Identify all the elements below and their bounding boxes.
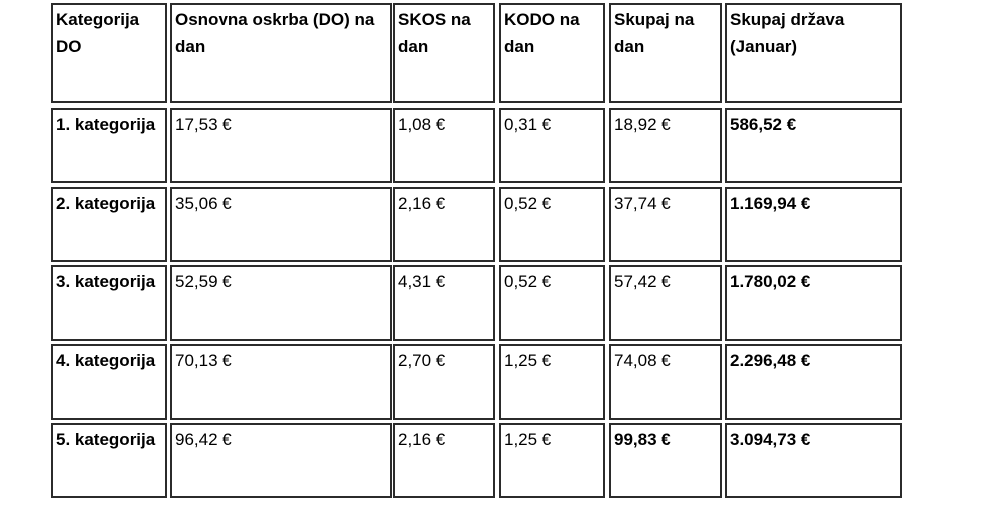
cell-monthly-total: 586,52 €	[725, 108, 902, 183]
cell-basic-care: 70,13 €	[170, 344, 392, 420]
cell-daily-total: 37,74 €	[609, 187, 722, 262]
cell-monthly-total: 1.780,02 €	[725, 265, 902, 341]
cell-category: 2. kategorija	[51, 187, 167, 262]
cell-kodo: 1,25 €	[499, 423, 605, 498]
cell-daily-total: 18,92 €	[609, 108, 722, 183]
cell-skos: 2,16 €	[393, 423, 495, 498]
cell-kodo: 0,52 €	[499, 187, 605, 262]
cell-skos: 2,70 €	[393, 344, 495, 420]
header-monthly-total: Skupaj država (Januar)	[725, 3, 902, 103]
cell-daily-total: 57,42 €	[609, 265, 722, 341]
cell-daily-total: 74,08 €	[609, 344, 722, 420]
cell-category: 4. kategorija	[51, 344, 167, 420]
cell-category: 1. kategorija	[51, 108, 167, 183]
header-daily-total: Skupaj na dan	[609, 3, 722, 103]
cell-category: 5. kategorija	[51, 423, 167, 498]
cell-basic-care: 52,59 €	[170, 265, 392, 341]
cell-skos: 4,31 €	[393, 265, 495, 341]
cell-basic-care: 35,06 €	[170, 187, 392, 262]
cell-skos: 2,16 €	[393, 187, 495, 262]
cell-daily-total: 99,83 €	[609, 423, 722, 498]
header-category: Kategorija DO	[51, 3, 167, 103]
cell-monthly-total: 1.169,94 €	[725, 187, 902, 262]
cell-basic-care: 17,53 €	[170, 108, 392, 183]
cell-monthly-total: 2.296,48 €	[725, 344, 902, 420]
header-skos: SKOS na dan	[393, 3, 495, 103]
cell-monthly-total: 3.094,73 €	[725, 423, 902, 498]
header-kodo: KODO na dan	[499, 3, 605, 103]
header-basic-care: Osnovna oskrba (DO) na dan	[170, 3, 392, 103]
cell-basic-care: 96,42 €	[170, 423, 392, 498]
cell-category: 3. kategorija	[51, 265, 167, 341]
cell-skos: 1,08 €	[393, 108, 495, 183]
cell-kodo: 0,31 €	[499, 108, 605, 183]
cell-kodo: 1,25 €	[499, 344, 605, 420]
cell-kodo: 0,52 €	[499, 265, 605, 341]
